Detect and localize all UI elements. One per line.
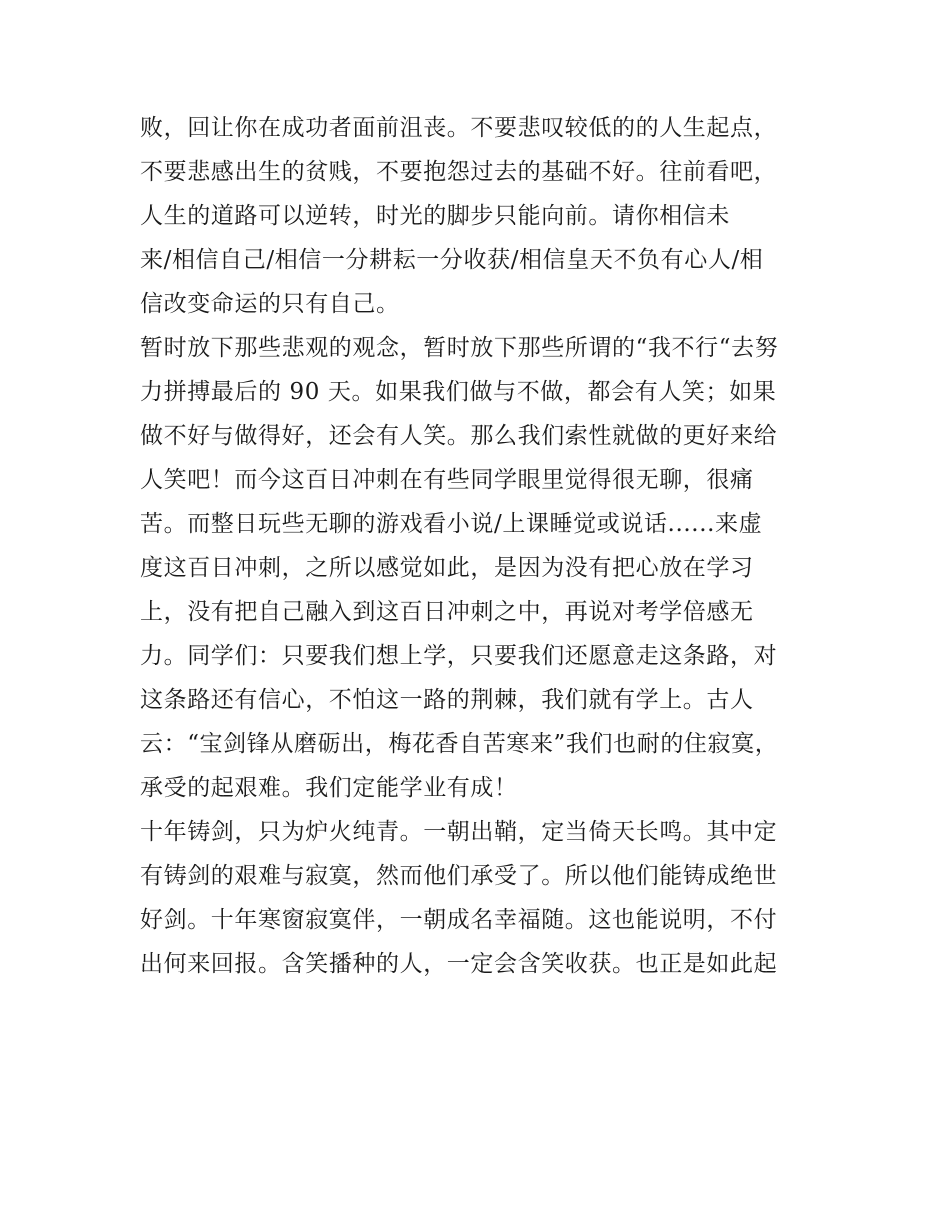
text-line-6: 暂时放下那些悲观的观念，暂时放下那些所谓的“我不行“去努 bbox=[140, 335, 779, 361]
text-line-20: 出何来回报。含笑播种的人，一定会含笑收获。也正是如此起 bbox=[140, 951, 778, 977]
text-line-13: 力。同学们：只要我们想上学，只要我们还愿意走这条路，对 bbox=[140, 643, 778, 669]
text-line-14: 这条路还有信心，不怕这一路的荆棘，我们就有学上。古人 bbox=[140, 687, 754, 713]
text-line-18: 有铸剑的艰难与寂寞，然而他们承受了。所以他们能铸成绝世 bbox=[140, 863, 778, 889]
text-line-16: 承受的起艰难。我们定能学业有成！ bbox=[140, 775, 518, 801]
text-line-7: 力拼搏最后的 90 天。如果我们做与不做，都会有人笑；如果 bbox=[140, 379, 777, 405]
text-line-2: 不要悲感出生的贫贱，不要抱怨过去的基础不好。往前看吧， bbox=[140, 159, 778, 185]
text-line-12: 上，没有把自己融入到这百日冲刺之中，再说对考学倍感无 bbox=[140, 599, 754, 625]
text-line-1: 败，回让你在成功者面前沮丧。不要悲叹较低的的人生起点， bbox=[140, 115, 778, 141]
text-line-4: 来/相信自己/相信一分耕耘一分收获/相信皇天不负有心人/相 bbox=[140, 247, 764, 273]
text-line-10: 苦。而整日玩些无聊的游戏看小说/上课睡觉或说话......来虚 bbox=[140, 511, 763, 537]
text-line-3: 人生的道路可以逆转，时光的脚步只能向前。请你相信未 bbox=[140, 203, 730, 229]
text-line-11: 度这百日冲刺，之所以感觉如此，是因为没有把心放在学习 bbox=[140, 555, 754, 581]
text-line-8: 做不好与做得好，还会有人笑。那么我们索性就做的更好来给 bbox=[140, 423, 778, 449]
text-line-5: 信改变命运的只有自己。 bbox=[140, 291, 400, 317]
body-text bbox=[140, 106, 820, 986]
text-line-15: 云：“宝剑锋从磨砺出，梅花香自苦寒来”我们也耐的住寂寞， bbox=[140, 731, 779, 757]
text-line-17: 十年铸剑，只为炉火纯青。一朝出鞘，定当倚天长鸣。其中定 bbox=[140, 819, 778, 845]
text-line-19: 好剑。十年寒窗寂寞伴，一朝成名幸福随。这也能说明，不付 bbox=[140, 907, 778, 933]
text-line-9: 人笑吧！而今这百日冲刺在有些同学眼里觉得很无聊，很痛 bbox=[140, 467, 754, 493]
